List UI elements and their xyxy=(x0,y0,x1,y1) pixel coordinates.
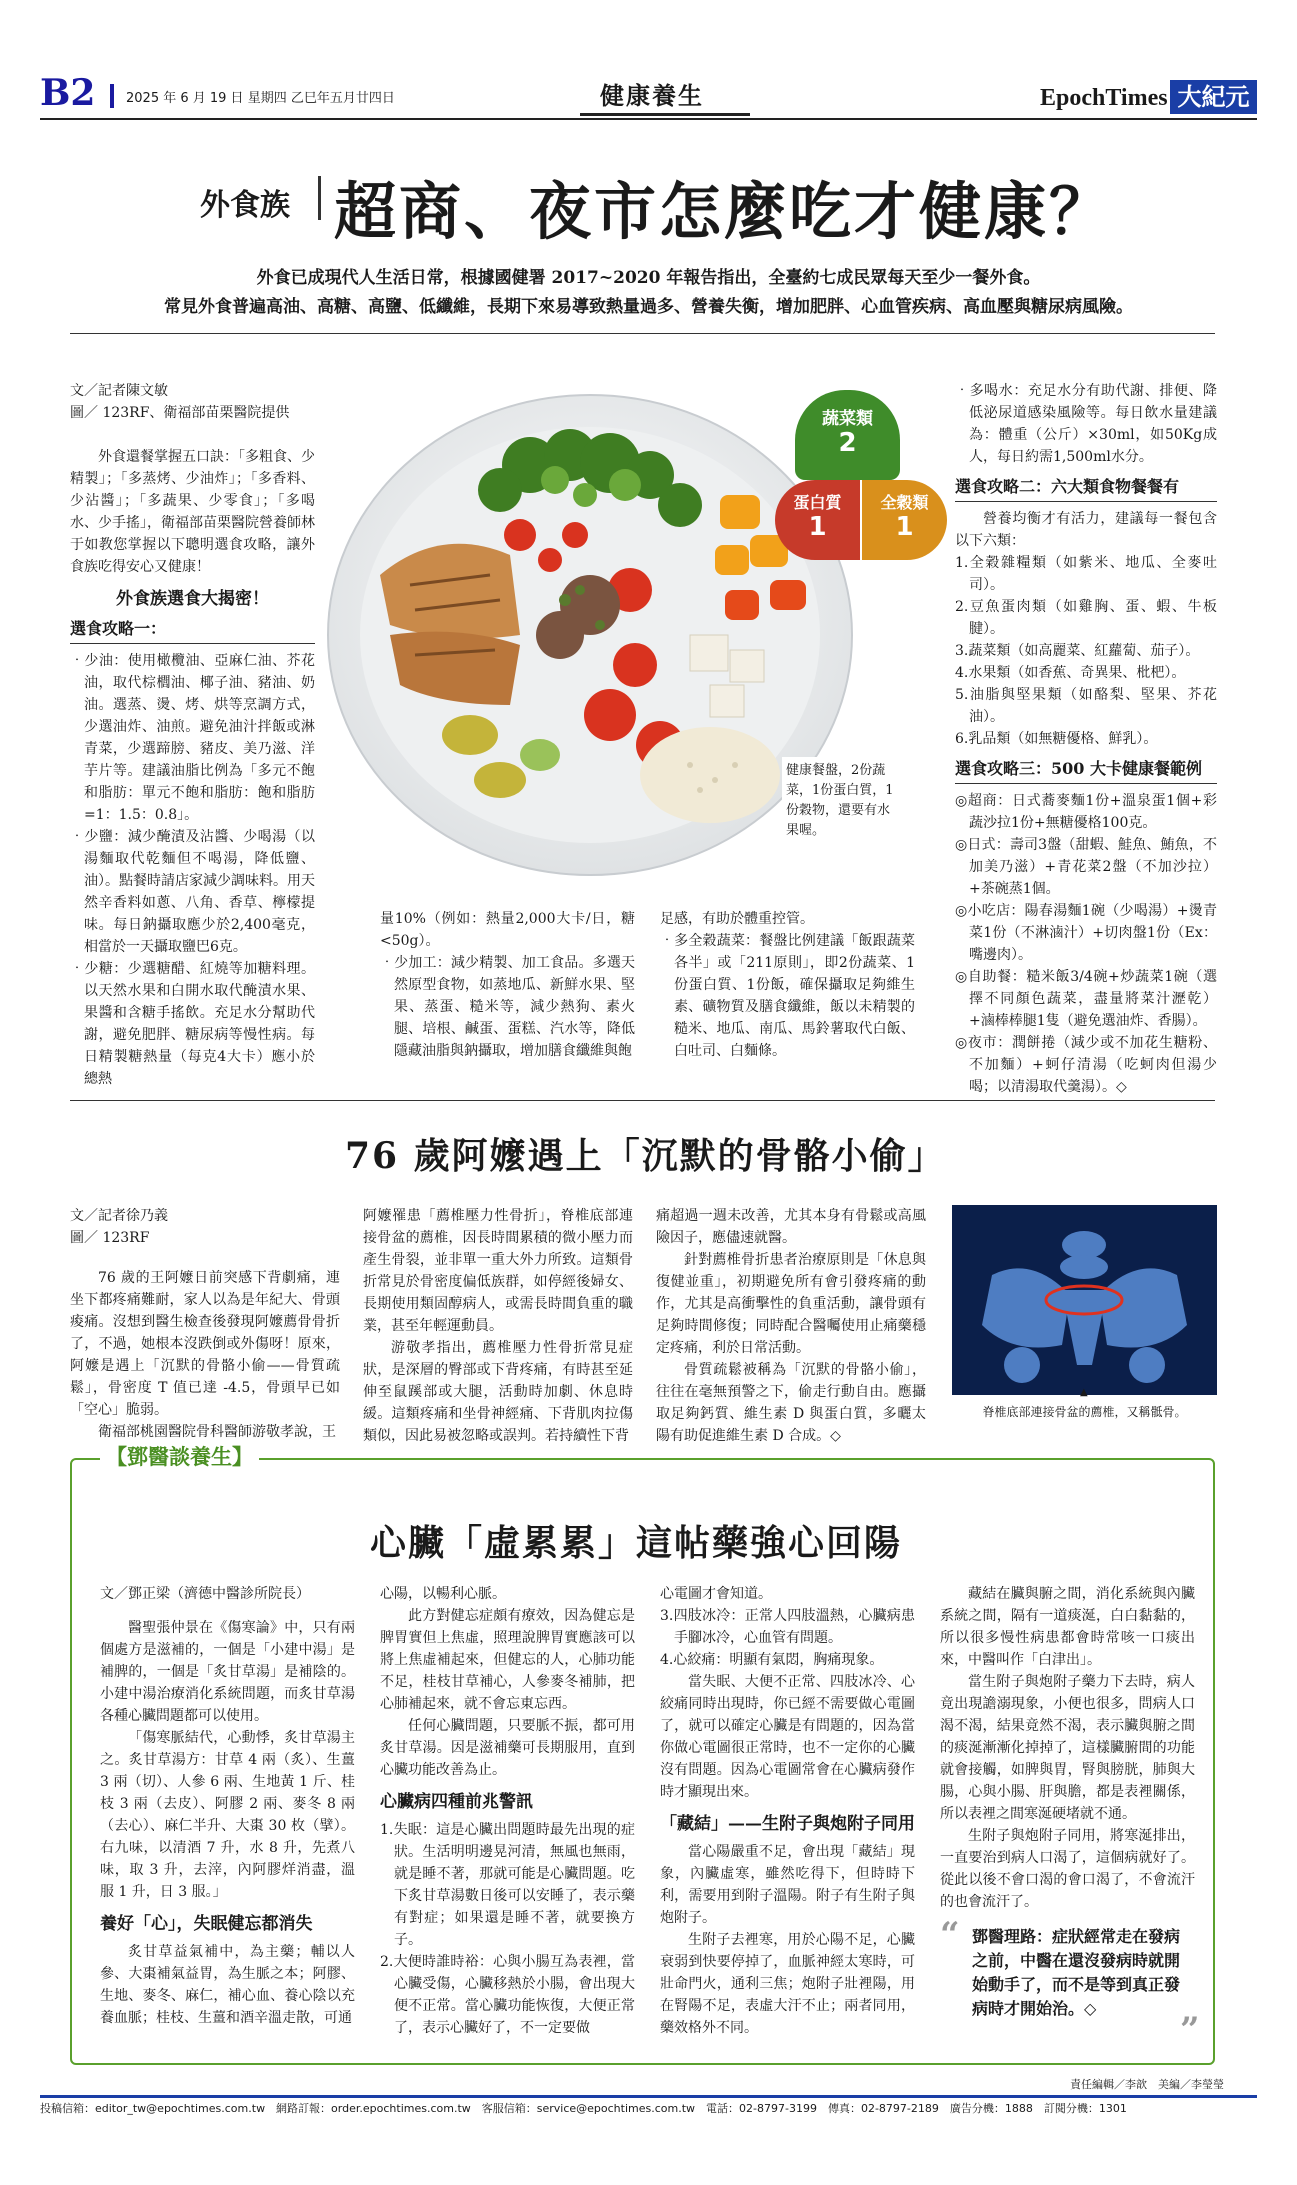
story3-para: 生附子去裡寒，用於心陽不足，心臟衰弱到快要停掉了，血脈神經太寒時，可壯命門火，通利三焦；炮附子壯裡陽，用在腎陽不足，表虛大汗不止；兩者同用，藥效格外不同。 xyxy=(660,1932,915,2036)
tip-less-processed: ‧少加工：減少精製、加工食品。多選天然原型食物，如蒸地瓜、新鮮水果、堅果、蒸蛋、糙米等，減少熱狗、素火腿、培根、鹹蛋、蛋糕、汽水等，降低隱藏油脂與鈉攝取，增加膳食纖維與飽 xyxy=(380,955,635,1059)
section-underline xyxy=(580,113,750,116)
story3-column-3 xyxy=(660,1583,915,2039)
story3-para: 「傷寒脈結代，心動悸，炙甘草湯主之。炙甘草湯方：甘草 4 兩（炙）、生薑 3 兩（切）、人參 6 兩、生地黃 1 斤、桂枝 3 兩（去皮）、阿膠 2 兩、麥冬 8 兩（去心）、麻仁半升、大棗 30 枚（擘）。右九味，以清酒 7 升，水 8 升，先煮八味，取 3 升，去滓，內阿膠烊消盡，溫服 1 升，日 3 服。」 xyxy=(100,1730,355,1900)
story3-para: 此方對健忘症頗有療效，因為健忘是脾胃實但上焦虛，照理說脾胃實應該可以將上焦虛補起來，但健忘的人，心肺功能不足，桂枝甘草補心，人參麥冬補肺，把心肺補起來，就不會忘東忘西。 xyxy=(380,1608,635,1712)
healthy-plate-photo xyxy=(320,385,860,885)
story2-para: 痛超過一週未改善，尤其本身有骨鬆或高風險因子，應儘速就醫。 xyxy=(656,1208,926,1246)
story3-para: 藏結在臟與腑之間，消化系統與內臟系統之間，隔有一道痰涎，白白黏黏的，所以很多慢性病患都會時常咳一口痰出來，中醫叫作「白津出」。 xyxy=(940,1586,1195,1668)
tip-less-sugar: ‧少糖：少選糖醋、紅燒等加糖料理。以天然水果和白開水取代醃漬水果、果醬和含糖手搖飲。充足水分幫助代謝，避免肥胖、糖尿病等慢性病。每日精製糖熱量（每克4大卡）應小於總熱 xyxy=(70,961,315,1087)
food-group-item: 2.豆魚蛋肉類（如雞胸、蛋、蝦、牛板腱）。 xyxy=(955,599,1217,637)
grain-portion-chip xyxy=(862,480,947,560)
story-divider xyxy=(70,1100,1215,1101)
photo-credit: 圖／ 123RF、衛福部苗栗醫院提供 xyxy=(70,405,290,421)
lead-headline: 超商、夜市怎麼吃才健康？ xyxy=(334,175,1115,248)
headline-kicker: 外食族 xyxy=(200,188,290,223)
story2-para: 針對薦椎骨折患者治療原則是「休息與復健並重」，初期避免所有會引發疼痛的動作，尤其是高衝擊性的負重活動，讓骨頭有足夠時間修復；同時配合醫囑使用止痛藥穩定疼痛，利於日常活動。 xyxy=(656,1252,926,1356)
page-number-bar xyxy=(110,84,114,108)
tip-less-processed-cont: 足感，有助於體重控管。 xyxy=(660,911,814,927)
story3-para: 心電圖才會知道。 xyxy=(660,1586,772,1602)
lede-line-2: 常見外食普遍高油、高糖、高鹽、低纖維，長期下來易導致熱量過多、營養失衡，增加肥胖、心血管疾病、高血壓與糖尿病風險。 xyxy=(164,297,1133,317)
meal-example: ◎自助餐：糙米飯3/4碗+炒蔬菜1碗（選擇不同顏色蔬菜，盡量將菜汁瀝乾）+滷棒棒腿1隻（避免選油炸、香腸）。 xyxy=(955,969,1217,1029)
byline: 文／記者陳文敏 xyxy=(70,383,168,399)
tip2-intro: 營養均衡才有活力，建議每一餐包含以下六類： xyxy=(955,511,1217,549)
protein-portion-chip xyxy=(775,480,860,560)
veg-count: 2 xyxy=(838,428,857,458)
story3-column-4 xyxy=(940,1583,1195,1913)
page-header xyxy=(40,70,1257,120)
tip3-heading: 選食攻略三：500 大卡健康餐範例 xyxy=(955,758,1217,784)
story3-para: 醫聖張仲景在《傷寒論》中，只有兩個處方是滋補的，一個是「小建中湯」是補脾的，一個是「炙甘草湯」是補陰的。小建中湯治療消化系統問題，而炙甘草湯各種心臟問題都可以使用。 xyxy=(100,1620,355,1724)
xray-caption: 脊椎底部連接骨盆的薦椎，又稱骶骨。 xyxy=(982,1405,1187,1419)
story1-column-1 xyxy=(70,380,315,1090)
tip2-heading: 選食攻略二：六大類食物餐餐有 xyxy=(955,476,1217,502)
kicker-divider xyxy=(318,176,321,220)
veg-portion-chip xyxy=(795,390,900,480)
grain-count: 1 xyxy=(895,512,914,542)
pull-quote: 鄧醫理路：症狀經常走在發病之前，中醫在還沒發病時就開始動手了，而不是等到真正發病時才開始治。◇ xyxy=(972,1927,1181,2018)
protein-label: 蛋白質 xyxy=(793,493,842,512)
food-group-item: 4.水果類（如香蕉、奇異果、枇杷）。 xyxy=(955,665,1186,681)
caption-arrow-icon: ▲ xyxy=(1080,1387,1088,1398)
story3-subhead: 「藏結」——生附子與炮附子同用 xyxy=(660,1814,915,1834)
story3-para: 生附子與炮附子同用，將寒涎排出，一直要治到病人口渴了，這個病就好了。從此以後不會口渴的會口渴了，不會流汗的也會流汗了。 xyxy=(940,1828,1195,1910)
story3-subhead: 養好「心」，失眠健忘都消失 xyxy=(100,1914,313,1934)
food-group-item: 3.蔬菜類（如高麗菜、紅蘿蔔、茄子）。 xyxy=(955,643,1200,659)
lede-line-1: 外食已成現代人生活日常，根據國健署 2017~2020 年報告指出，全臺約七成民眾每天至少一餐外食。 xyxy=(256,268,1041,288)
meal-example: ◎夜市：潤餅捲（減少或不加花生糖粉、不加麵）+蚵仔清湯（吃蚵肉但湯少喝；以清湯取代羹湯）。◇ xyxy=(955,1035,1217,1095)
story3-subhead: 心臟病四種前兆警訊 xyxy=(380,1792,533,1812)
food-group-item: 5.油脂與堅果類（如酪梨、堅果、芥花油）。 xyxy=(955,687,1217,725)
story2-column-1 xyxy=(70,1205,340,1443)
story3-para: 任何心臟問題，只要脈不振，都可用炙甘草湯。因是滋補藥可長期服用，直到心臟功能改善為止。 xyxy=(380,1718,635,1778)
warning-sign-item: 1.失眠：這是心臟出問題時最先出現的症狀。生活明明邊晃河清，無風也無雨，就是睡不著，那就可能是心臟問題。吃下炙甘草湯數日後可以安睡了，表示藥有對症；如果還是睡不著，就要換方子。 xyxy=(380,1822,635,1948)
warning-sign-item: 4.心絞痛：明顯有氣悶，胸痛現象。 xyxy=(660,1652,884,1668)
footer-rule xyxy=(40,2095,1257,2098)
story2-para: 骨質疏鬆被稱為「沉默的骨骼小偷」，往往在毫無預警之下，偷走行動自由。應攝取足夠鈣質、維生素 D 與蛋白質，多曬太陽有助促進維生素 D 合成。◇ xyxy=(656,1362,926,1444)
open-quote-icon: “ xyxy=(940,1915,960,1955)
tip-whole-grains: ‧多全穀蔬菜：餐盤比例建議「飯跟蔬菜各半」或「211原則」，即2份蔬菜、1份蛋白質、1份飯，確保攝取足夠維生素、礦物質及膳食纖維，飯以未精製的糙米、地瓜、南瓜、馬鈴薯取代白飯、白吐司、白麵條。 xyxy=(660,933,915,1059)
story1-column-4 xyxy=(955,380,1217,1098)
meal-example: ◎超商：日式蕎麥麵1份+溫泉蛋1個+彩蔬沙拉1份+無糖優格100克。 xyxy=(955,793,1217,831)
tip-less-oil: ‧少油：使用橄欖油、亞麻仁油、芥花油，取代棕櫚油、椰子油、豬油、奶油。選蒸、燙、烤、烘等烹調方式，少選油炸、油煎。避免油汁拌飯或淋青菜，少選蹄膀、豬皮、美乃滋、洋芋片等。建議油脂比例為「多元不飽和脂肪：單元不飽和脂肪：飽和脂肪=1：1.5：0.8」。 xyxy=(70,653,315,823)
story2-para: 阿嬤罹患「薦椎壓力性骨折」，脊椎底部連接骨盆的薦椎，因長時間累積的微小壓力而產生骨裂，並非單一重大外力所致。這類骨折常見於骨密度偏低族群，如停經後婦女、長期使用類固醇病人，或需長時間負重的職業，甚至年輕運動員。 xyxy=(363,1208,633,1334)
warning-sign-item: 3.四肢冰冷：正常人四肢溫熱，心臟病患手腳冰冷，心血管有問題。 xyxy=(660,1608,915,1646)
photo-credit: 圖／ 123RF xyxy=(70,1230,150,1246)
tip-less-salt: ‧少鹽：減少醃漬及沾醬、少喝湯（以湯麵取代乾麵但不喝湯，降低鹽、油）。點餐時請店家減少調味料。用天然辛香料如蔥、八角、香草、檸檬提味。每日鈉攝取應少於2,400毫克，相當於一天攝取鹽巴6克。 xyxy=(70,829,315,955)
story1-subhead: 外食族選食大揭密！ xyxy=(116,589,269,609)
footer-contacts: 投稿信箱：editor_tw@epochtimes.com.tw 網路訂報：order.epochtimes.com.tw 客服信箱：service@epochtimes.com.tw 電話：02-8797-3199 傳真：02-8797-2189 廣告分機：1888 訂閱分機：1301 xyxy=(40,2102,1127,2115)
byline: 文／鄧正梁（濟德中醫診所院長） xyxy=(100,1586,310,1602)
tip-less-sugar-cont: 量10%（例如：熱量2,000大卡/日，糖<50g）。 xyxy=(380,911,635,949)
meal-example: ◎小吃店：陽春湯麵1碗（少喝湯）+燙青菜1份（不淋滷汁）+切肉盤1份（Ex：嘴邊肉）。 xyxy=(955,903,1217,963)
story3-column-2 xyxy=(380,1583,635,2039)
story3-para: 當心陽嚴重不足，會出現「藏結」現象，內臟虛寒，雖然吃得下，但時時下利，需要用到附子溫陽。附子有生附子與炮附子。 xyxy=(660,1844,915,1926)
food-group-item: 6.乳品類（如無糖優格、鮮乳）。 xyxy=(955,731,1158,747)
column-label: 【鄧醫談養生】 xyxy=(100,1441,259,1471)
veg-label: 蔬菜類 xyxy=(822,409,873,429)
story1-intro: 外食還餐掌握五口訣：「多粗食、少精製」；「多蒸烤、少油炸」；「多香料、少沾醬」；「多蔬果、少零食」；「多喝水、少手搖」，衛福部苗栗醫院營養師林于如教您掌握以下聰明選食攻略，讓外食族吃得安心又健康！ xyxy=(70,449,315,575)
plate-caption: 健康餐盤，2份蔬菜，1份蛋白質，1份穀物，還要有水果喔。 xyxy=(782,757,902,845)
story2-para: 衛福部桃園醫院骨科醫師游敬孝說，王 xyxy=(98,1424,336,1440)
food-group-item: 1.全穀雜糧類（如紫米、地瓜、全麥吐司）。 xyxy=(955,555,1217,593)
meal-example: ◎日式：壽司3盤（甜蝦、鮭魚、鮪魚，不加美乃滋）+青花菜2盤（不加沙拉）+茶碗蒸1個。 xyxy=(955,837,1217,897)
editor-credit: 責任編輯／李歆 美編／李瑩瑩 xyxy=(1070,2078,1224,2091)
tip-drink-water: ‧多喝水：充足水分有助代謝、排便、降低泌尿道感染風險等。每日飲水量建議為：體重（公斤）×30ml，如50Kg成人，每日約需1,500ml水分。 xyxy=(955,383,1217,465)
story2-para: 76 歲的王阿嬤日前突感下背劇痛，連坐下都疼痛難耐，家人以為是年紀大、骨頭痠痛。沒想到醫生檢查後發現阿嬤薦骨骨折了，不過，她根本沒跌倒或外傷呀！原來，阿嬤是遇上「沉默的骨骼小偷——骨質疏鬆」，骨密度 T 值已達 -4.5，骨頭早已如「空心」脆弱。 xyxy=(70,1270,340,1418)
byline: 文／記者徐乃義 xyxy=(70,1208,168,1224)
close-quote-icon: ” xyxy=(1180,2010,1200,2050)
story2-column-3 xyxy=(656,1205,926,1447)
brand-logo: 大紀元 xyxy=(1170,80,1257,114)
tip1-heading: 選食攻略一： xyxy=(70,618,315,644)
page-number: B2 xyxy=(40,72,96,114)
story2-column-2 xyxy=(363,1205,633,1447)
sacrum-xray-image xyxy=(952,1205,1217,1395)
section-name: 健康養生 xyxy=(600,81,704,110)
protein-count: 1 xyxy=(808,512,827,542)
story1-column-2 xyxy=(380,908,635,1062)
story3-column-1 xyxy=(100,1583,355,2029)
story3-para: 當生附子與炮附子藥力下去時，病人竟出現譫溺現象，小便也很多，問病人口渴不渴，結果竟然不渴，表示臟與腑之間的痰涎漸漸化掉掉了，這樣臟腑間的功能就會接觸，如脾與胃，腎與膀胱，肺與大腸，心與小腸、肝與膽，都是表裡關係，所以表裡之間寒涎硬堵就不通。 xyxy=(940,1674,1195,1822)
brand-english: EpochTimes xyxy=(1040,85,1168,111)
story1-column-3 xyxy=(660,908,915,1062)
story3-para: 炙甘草益氣補中，為主藥；輔以人參、大棗補氣益胃，為生脈之本；阿膠、生地、麥冬、麻仁，補心血、養心陰以充養血脈；桂枝、生薑和酒辛溫走散，可通 xyxy=(100,1944,355,2026)
warning-sign-item: 2.大便時誰時裕：心與小腸互為表裡，當心臟受傷，心臟移熱於小腸，會出現大便不正常。當心臟功能恢復，大便正常了，表示心臟好了，不一定要做 xyxy=(380,1954,635,2036)
story3-para: 當失眠、大便不正常、四肢冰冷、心絞痛同時出現時，你已經不需要做心電圖了，就可以確定心臟是有問題的，因為當你做心電圖很正常時，也不一定你的心臟沒有問題。因為心電圖常會在心臟病發作時才顯現出來。 xyxy=(660,1674,915,1800)
grain-label: 全穀類 xyxy=(880,493,929,512)
story3-headline: 心臟「虛累累」這帖藥強心回陽 xyxy=(370,1522,903,1564)
story2-headline: 76 歲阿嬤遇上「沉默的骨骼小偷」 xyxy=(345,1135,946,1177)
issue-date: 2025 年 6 月 19 日 星期四 乙巳年五月廿四日 xyxy=(126,91,395,106)
lede-rule xyxy=(70,333,1215,334)
story3-para: 心陽，以暢利心脈。 xyxy=(380,1586,506,1602)
story2-para: 游敬孝指出，薦椎壓力性骨折常見症狀，是深層的臀部或下背疼痛，有時甚至延伸至鼠蹊部或大腿，活動時加劇、休息時緩。這類疼痛和坐骨神經痛、下背肌肉拉傷類似，因此易被忽略或誤判。若持續性下背 xyxy=(363,1340,633,1444)
